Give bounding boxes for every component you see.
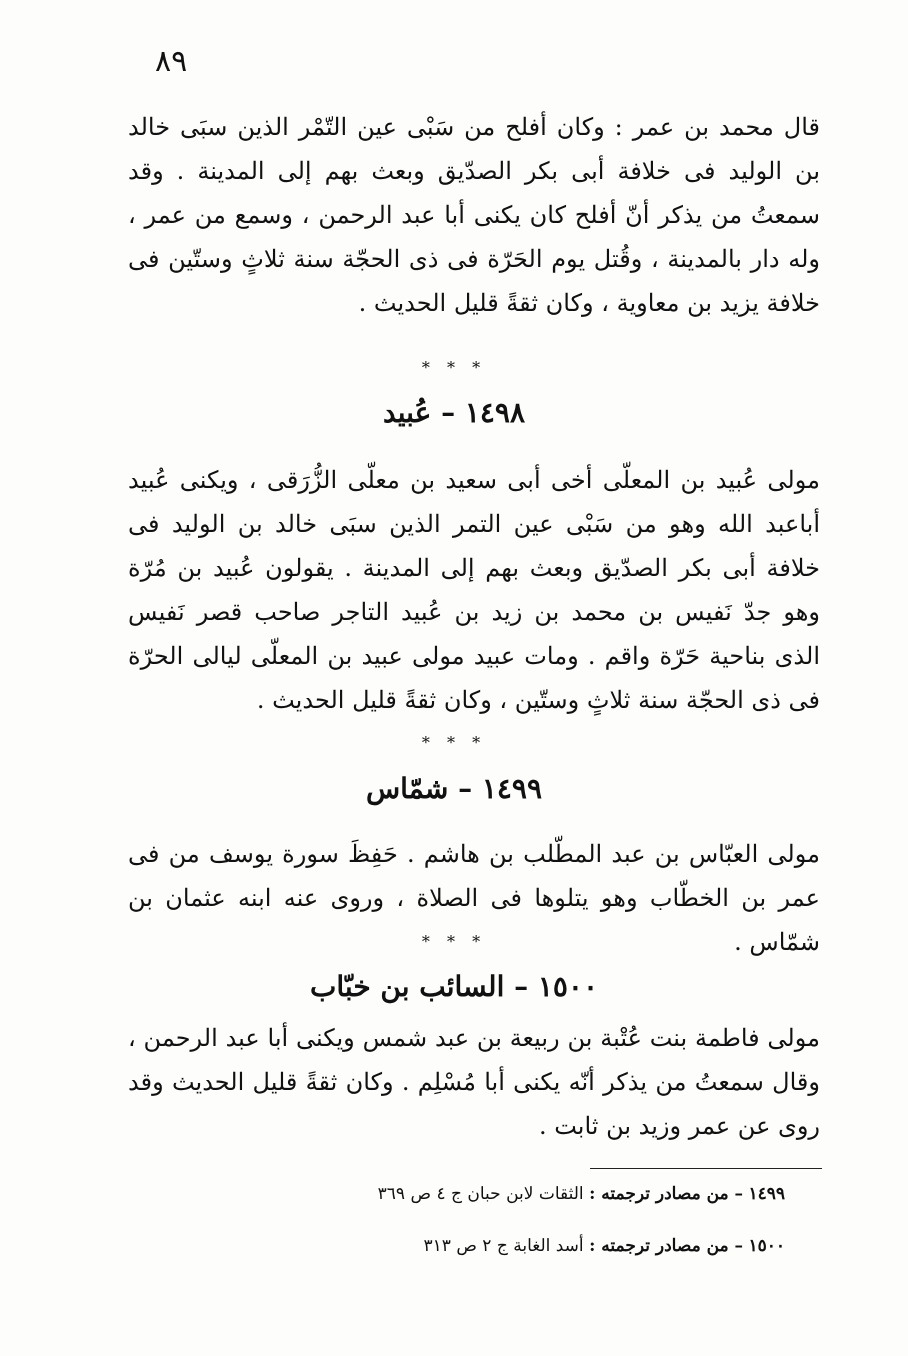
footnote-1499 (250, 1184, 785, 1204)
entry-heading-1499: ١٤٩٩ – شمّاس (365, 772, 542, 805)
footnote-text: أسد الغابة ج ٢ ص ٣١٣ (423, 1236, 584, 1256)
footnote-label: – من مصادر ترجمته : (589, 1236, 744, 1256)
footnote-rule (590, 1168, 822, 1169)
intro-paragraph: قال محمد بن عمر : وكان أفلح من سَبْى عين التّمْر الذين سبَى خالد بن الوليد فى خلافة أبى بكر الصدّيق وبعث بهم إلى المدينة . وقد سمعتُ من يذكر أنّ أفلح كان يكنى أبا عبد الرحمن ، وسمع من عمر ، وله دار بالمدينة ، وقُتل يوم الحَرّة فى ذى الحجّة سنة ثلاثٍ وستّين فى خلافة يزيد بن معاوية ، وكان ثقةً قليل الحديث . (128, 113, 820, 317)
footnote-text: الثقات لابن حبان ج ٤ ص ٣٦٩ (377, 1184, 584, 1204)
entry-text-1498: مولى عُبيد بن المعلّى أخى أبى سعيد بن معلّى الزُّرَقى ، ويكنى عُبيد أباعبد الله وهو من سَبْى عين التمر الذين سبَى خالد بن الوليد فى خلافة أبى بكر الصدّيق وبعث بهم إلى المدينة . يقولون عُبيد بن مُرّة وهو جدّ نَفيس بن محمد بن زيد بن عُبيد التاجر صاحب قصر نَفيس الذى بناحية حَرّة واقم . ومات عبيد مولى عبيد بن المعلّى ليالى الحرّة فى ذى الحجّة سنة ثلاثٍ وستّين ، وكان ثقةً قليل الحديث . (128, 466, 820, 714)
entry-heading-1500: ١٥٠٠ – السائب بن خبّاب (309, 970, 598, 1003)
entry-heading-1498: ١٤٩٨ – عُبيد (383, 396, 525, 429)
footnote-label: – من مصادر ترجمته : (589, 1184, 744, 1204)
footnote-number: ١٥٠٠ (748, 1236, 785, 1256)
section-separator: * * * (421, 932, 487, 951)
section-separator: * * * (421, 358, 487, 377)
entry-text-1500: مولى فاطمة بنت عُتْبة بن ربيعة بن عبد شمس ويكنى أبا عبد الرحمن ، وقال سمعتُ من يذكر أنّه يكنى أبا مُسْلِم . وكان ثقةً قليل الحديث وقد روى عن عمر وزيد بن ثابت . (128, 1024, 820, 1140)
page-number: ٨٩ (155, 44, 188, 79)
footnote-1500 (250, 1236, 785, 1256)
entry-text-1499: مولى العبّاس بن عبد المطّلب بن هاشم . حَفِظَ سورة يوسف من فى عمر بن الخطّاب وهو يتلوها فى الصلاة ، وروى عنه ابنه عثمان بن شمّاس . (128, 840, 820, 956)
section-separator: * * * (421, 733, 487, 752)
footnote-number: ١٤٩٩ (748, 1184, 785, 1204)
